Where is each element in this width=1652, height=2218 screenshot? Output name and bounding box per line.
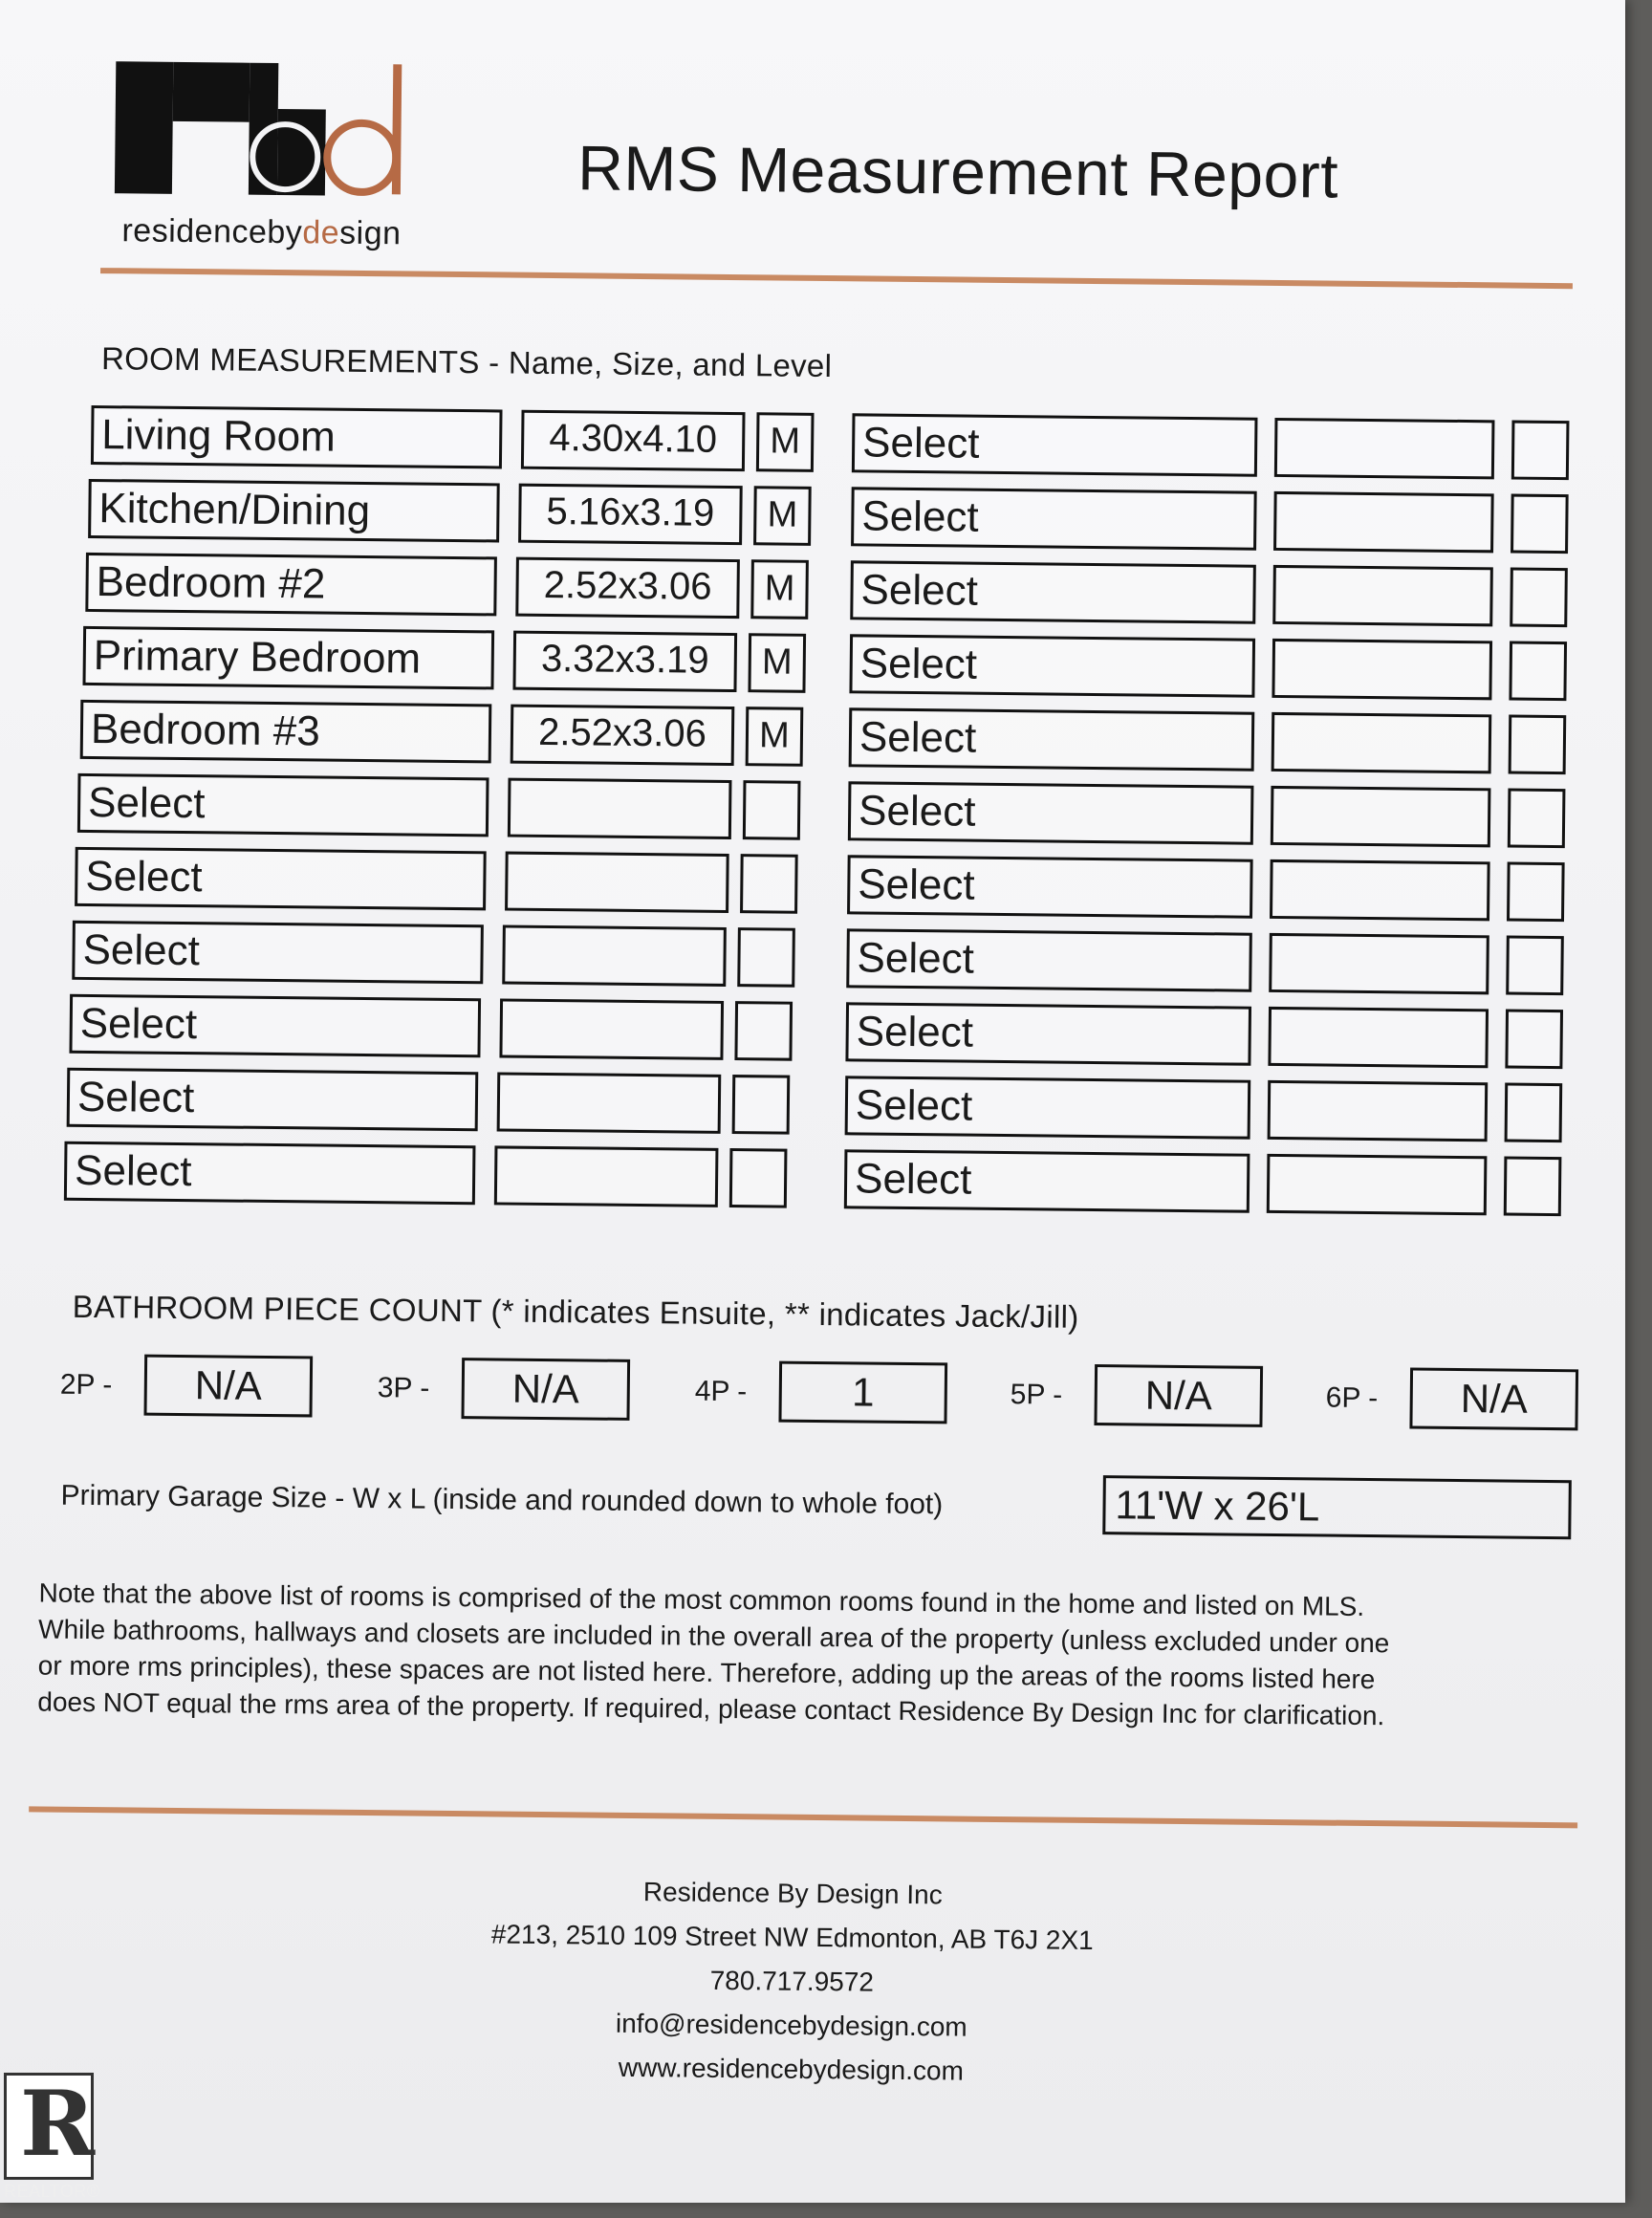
room-size-field[interactable] <box>1272 712 1492 773</box>
bath-piece-field[interactable]: N/A <box>1094 1364 1263 1427</box>
room-size-field[interactable] <box>505 852 729 913</box>
bathroom-heading: BATHROOM PIECE COUNT (* indicates Ensuite, ** indicates Jack/Jill) <box>72 1288 1079 1335</box>
realtor-logo-icon: R <box>4 2073 94 2180</box>
room-size-field[interactable] <box>1271 786 1491 847</box>
realtor-watermark <box>4 2072 100 2201</box>
bath-piece-field[interactable]: N/A <box>461 1358 630 1421</box>
bath-piece-field[interactable]: N/A <box>1409 1367 1578 1430</box>
room-name-field[interactable]: Select <box>845 1002 1251 1065</box>
room-name-field[interactable]: Select <box>850 560 1256 623</box>
room-level-field[interactable]: M <box>746 707 804 767</box>
logo-wordmark: residencebydesign <box>121 212 402 252</box>
room-level-field[interactable]: M <box>750 559 809 620</box>
room-level-field[interactable]: M <box>756 412 815 472</box>
room-size-field[interactable] <box>1269 933 1489 994</box>
room-size-field[interactable]: 2.52x3.06 <box>511 705 735 766</box>
room-name-field[interactable]: Select <box>69 994 481 1057</box>
room-size-field[interactable] <box>1272 565 1493 626</box>
page-title: RMS Measurement Report <box>576 132 1339 211</box>
room-level-field[interactable] <box>732 1075 791 1135</box>
note-line: While bathrooms, hallways and closets are included in the overall area of the property (unless excluded under one <box>37 1614 1390 1659</box>
room-name-field[interactable]: Primary Bedroom <box>82 626 494 689</box>
bath-piece-label: 3P - <box>377 1372 430 1404</box>
room-level-field[interactable] <box>1509 715 1567 775</box>
room-name-field[interactable]: Select <box>75 847 487 910</box>
room-size-field[interactable] <box>494 1145 719 1207</box>
company-footer <box>456 1868 1127 2095</box>
room-level-field[interactable] <box>734 1001 793 1061</box>
footer-phone: 780.717.9572 <box>709 1965 875 1997</box>
room-size-field[interactable] <box>1268 1007 1489 1068</box>
room-name-field[interactable]: Select <box>67 1068 479 1131</box>
room-size-field[interactable] <box>508 778 732 839</box>
bath-piece-label: 4P - <box>694 1375 748 1408</box>
room-size-field[interactable] <box>1268 1080 1489 1142</box>
room-level-field[interactable] <box>1507 862 1565 923</box>
room-name-field[interactable]: Select <box>64 1142 476 1205</box>
room-name-field[interactable]: Bedroom #2 <box>85 553 497 616</box>
rbd-logo-mark <box>113 59 440 216</box>
room-name-field[interactable]: Select <box>77 773 489 837</box>
room-size-field[interactable]: 3.32x3.19 <box>512 631 737 692</box>
bath-piece-field[interactable]: 1 <box>778 1361 947 1424</box>
bath-piece-label: 5P - <box>1010 1379 1063 1411</box>
room-level-field[interactable] <box>729 1148 788 1208</box>
company-logo <box>112 59 439 264</box>
rooms-heading: ROOM MEASUREMENTS - Name, Size, and Level <box>100 340 833 384</box>
room-name-field[interactable]: Select <box>847 855 1253 918</box>
bath-piece-label: 6P - <box>1325 1381 1379 1415</box>
bath-piece-label: 2P - <box>59 1368 113 1402</box>
room-level-field[interactable] <box>1510 568 1568 628</box>
room-level-field[interactable]: M <box>748 633 806 693</box>
bath-piece-field[interactable]: N/A <box>143 1355 313 1418</box>
room-name-field[interactable]: Select <box>846 928 1252 991</box>
room-level-field[interactable] <box>1508 789 1566 849</box>
room-name-field[interactable]: Select <box>844 1149 1250 1212</box>
header-divider <box>100 268 1573 289</box>
room-name-field[interactable]: Kitchen/Dining <box>88 479 500 542</box>
note-line: or more rms principles), these spaces are not listed here. Therefore, adding up the areas of the rooms listed here <box>37 1650 1376 1695</box>
room-name-field[interactable]: Bedroom #3 <box>80 700 492 763</box>
room-size-field[interactable] <box>1272 639 1492 700</box>
footer-company: Residence By Design Inc <box>642 1877 943 1910</box>
room-name-field[interactable]: Select <box>72 921 484 984</box>
room-size-field[interactable]: 2.52x3.06 <box>515 557 740 619</box>
room-level-field[interactable] <box>1511 494 1569 554</box>
room-size-field[interactable]: 4.30x4.10 <box>521 410 746 471</box>
room-size-field[interactable]: 5.16x3.19 <box>518 484 743 545</box>
realtor-caption: REALTOR® <box>4 2182 100 2201</box>
note-line: Note that the above list of rooms is comprised of the most common rooms found in the home and listed on MLS. <box>38 1577 1365 1621</box>
disclaimer-note <box>37 1575 1531 1735</box>
room-name-field[interactable]: Select <box>849 634 1255 697</box>
room-size-field[interactable] <box>1270 859 1490 921</box>
footer-email[interactable]: info@residencebydesign.com <box>615 2008 967 2042</box>
room-name-field[interactable]: Select <box>845 1076 1251 1139</box>
room-size-field[interactable] <box>499 998 724 1059</box>
room-size-field[interactable] <box>1267 1154 1488 1215</box>
room-level-field[interactable] <box>1509 641 1567 702</box>
room-level-field[interactable] <box>743 780 801 840</box>
room-level-field[interactable] <box>740 854 798 914</box>
room-level-field[interactable] <box>1505 1010 1563 1070</box>
room-level-field[interactable] <box>1504 1156 1562 1216</box>
room-name-field[interactable]: Select <box>849 707 1255 771</box>
room-size-field[interactable] <box>1273 491 1494 553</box>
footer-website[interactable]: www.residencebydesign.com <box>618 2052 965 2086</box>
room-level-field[interactable] <box>1506 936 1564 996</box>
footer-address: #213, 2510 109 Street NW Edmonton, AB T6J 2X1 <box>490 1919 1094 1956</box>
garage-label: Primary Garage Size - W x L (inside and rounded down to whole foot) <box>60 1479 944 1521</box>
garage-size-field[interactable]: 11'W x 26'L <box>1102 1475 1572 1539</box>
room-size-field[interactable] <box>1274 418 1495 479</box>
room-name-field[interactable]: Living Room <box>91 405 503 468</box>
room-name-field[interactable]: Select <box>851 487 1257 550</box>
footer-divider <box>29 1806 1577 1828</box>
room-level-field[interactable]: M <box>753 486 812 546</box>
room-size-field[interactable] <box>497 1072 722 1133</box>
room-name-field[interactable]: Select <box>852 413 1258 476</box>
room-level-field[interactable] <box>1505 1082 1563 1142</box>
note-line: does NOT equal the rms area of the property. If required, please contact Residence By Design Inc for clarification. <box>37 1686 1385 1731</box>
room-size-field[interactable] <box>502 925 727 987</box>
room-level-field[interactable] <box>1511 421 1570 481</box>
room-name-field[interactable]: Select <box>848 781 1254 844</box>
room-level-field[interactable] <box>737 927 795 988</box>
